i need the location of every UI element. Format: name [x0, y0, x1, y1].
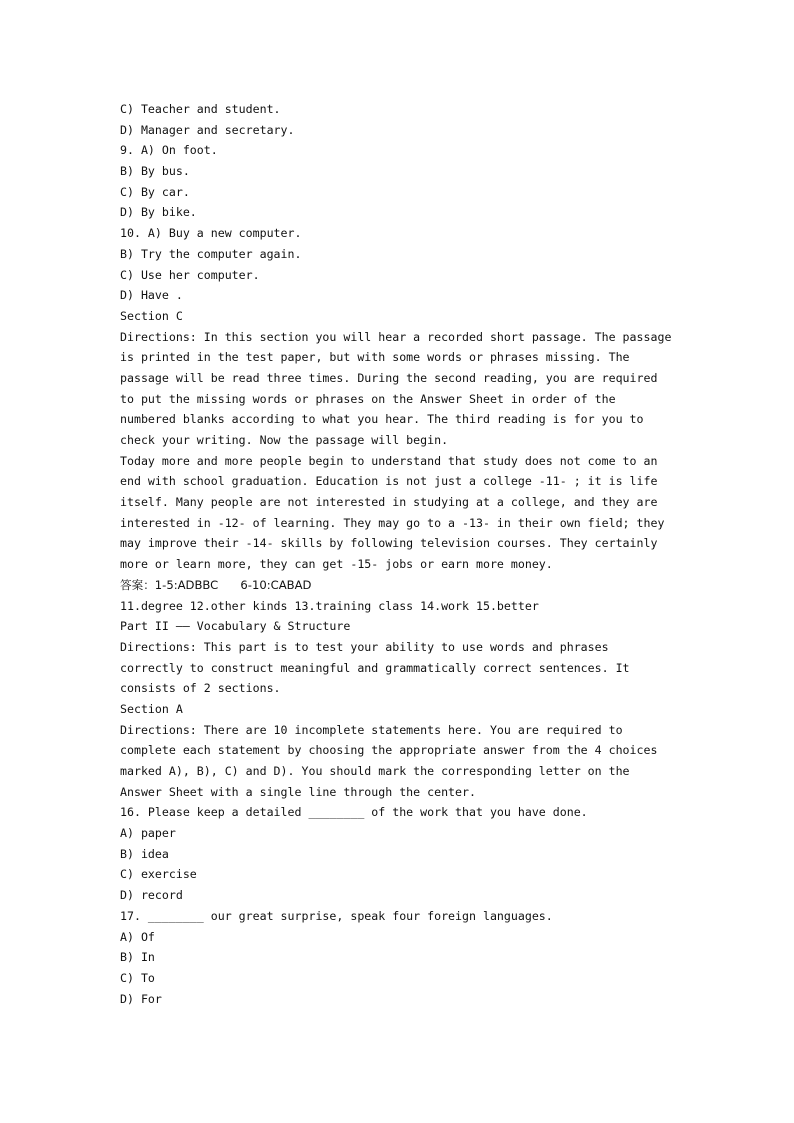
option-c: C) To	[120, 970, 155, 985]
question-9: 9. A) On foot.	[120, 143, 218, 158]
option-c: C) exercise	[120, 867, 197, 882]
option-a: A) paper	[120, 826, 176, 841]
directions-text: Answer Sheet with a single line through the center.	[120, 784, 476, 799]
option-b: B) idea	[120, 846, 169, 861]
directions-text: Directions: This part is to test your ability to use words and phrases	[120, 639, 609, 654]
section-heading: Section C	[120, 308, 183, 323]
passage-text: Today more and more people begin to understand that study does not come to an	[120, 453, 658, 468]
directions-text: to put the missing words or phrases on the Answer Sheet in order of the	[120, 391, 616, 406]
passage-text: may improve their -14- skills by following television courses. They certainly	[120, 536, 658, 551]
option-d: D) record	[120, 888, 183, 903]
directions-text: passage will be read three times. During the second reading, you are required	[120, 370, 658, 385]
answer-key: 11.degree 12.other kinds 13.training class 14.work 15.better	[120, 598, 539, 613]
question-17: 17. ________ our great surprise, speak four foreign languages.	[120, 908, 553, 923]
question-10: 10. A) Buy a new computer.	[120, 226, 302, 241]
passage-text: more or learn more, they can get -15- jobs or earn more money.	[120, 557, 553, 572]
directions-text: check your writing. Now the passage will begin.	[120, 433, 449, 447]
part-heading: Part II —— Vocabulary & Structure	[120, 619, 351, 634]
passage-text: itself. Many people are not interested in studying at a college, and they are	[120, 495, 658, 510]
document-body	[120, 99, 680, 1009]
text-line: D) Have .	[120, 288, 183, 303]
directions-text: complete each statement by choosing the appropriate answer from the 4 choices	[120, 743, 658, 758]
text-line: D) By bike.	[120, 205, 197, 220]
directions-text: is printed in the test paper, but with some words or phrases missing. The	[120, 350, 630, 365]
option-d: D) For	[120, 991, 162, 1006]
directions-text: Directions: In this section you will hear a recorded short passage. The passage	[120, 329, 672, 344]
text-line: C) Use her computer.	[120, 267, 260, 282]
text-line: B) Try the computer again.	[120, 246, 302, 261]
directions-text: consists of 2 sections.	[120, 681, 281, 696]
option-a: A) Of	[120, 929, 155, 944]
passage-text: interested in -12- of learning. They may go to a -13- in their own field; they	[120, 515, 665, 530]
question-16: 16. Please keep a detailed ________ of the work that you have done.	[120, 805, 588, 820]
text-line: C) By car.	[120, 184, 190, 199]
directions-text: numbered blanks according to what you hear. The third reading is for you to	[120, 412, 644, 427]
passage-text: end with school graduation. Education is not just a college -11- ; it is life	[120, 474, 658, 489]
text-line: B) By bus.	[120, 164, 190, 179]
text-line: D) Manager and secretary.	[120, 122, 295, 137]
directions-text: Directions: There are 10 incomplete statements here. You are required to	[120, 722, 623, 737]
section-heading: Section A	[120, 701, 183, 716]
option-b: B) In	[120, 950, 155, 965]
answer-key: 答案：1-5:ADBBC 6-10:CABAD	[120, 577, 312, 592]
directions-text: correctly to construct meaningful and grammatically correct sentences. It	[120, 660, 630, 675]
directions-text: marked A), B), C) and D). You should mark the corresponding letter on the	[120, 764, 630, 778]
text-line: C) Teacher and student.	[120, 102, 281, 116]
